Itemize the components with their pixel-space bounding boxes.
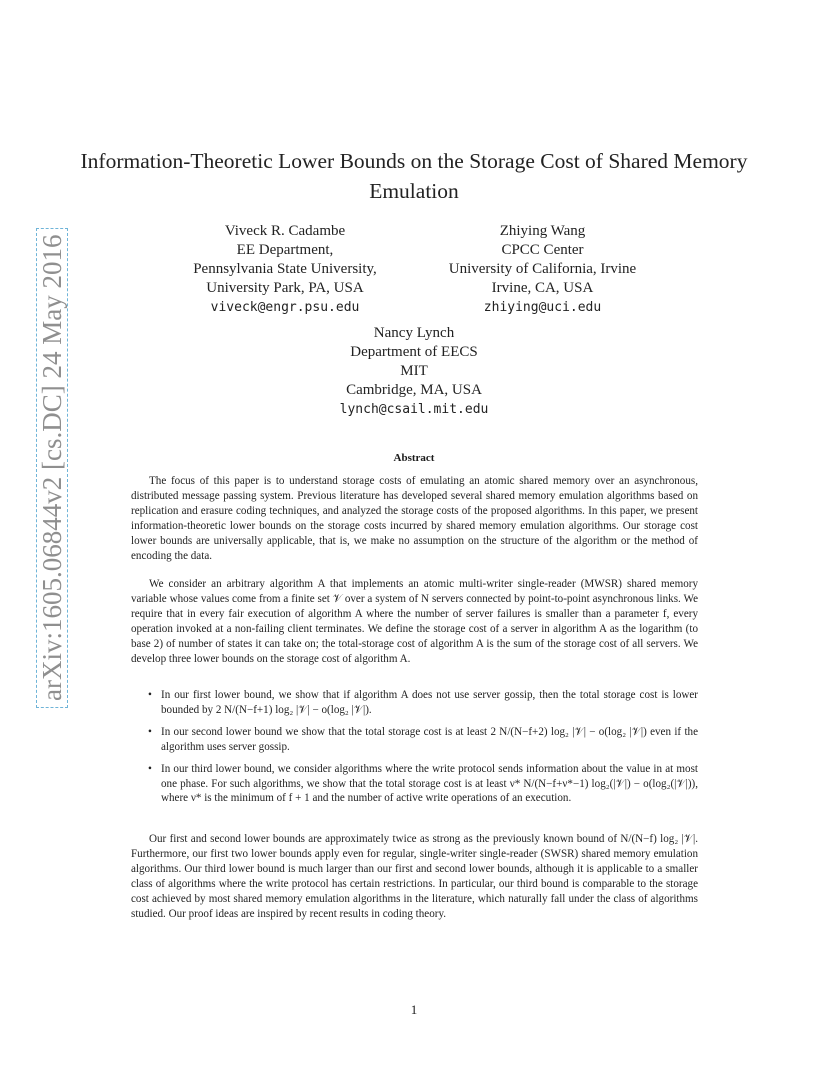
author-affiliation: Pennsylvania State University, (193, 261, 377, 277)
author-affiliation: MIT (400, 363, 428, 379)
paper-title: Information-Theoretic Lower Bounds on the Storage Cost of Shared Memory Emulation (80, 149, 748, 203)
author-email: zhiying@uci.edu (483, 300, 602, 315)
list-item: • In our first lower bound, we show that if algorithm A does not use server gossip, then the total storage cost is lower bounded by 2 N/(N−f+1) log₂ |𝒱| − o(log₂ |𝒱|). (148, 688, 698, 718)
author-affiliation: Cambridge, MA, USA (346, 382, 482, 398)
arxiv-stamp-text: arXiv:1605.06844v2 [cs.DC] 24 May 2016 (36, 228, 68, 708)
list-item: • In our third lower bound, we consider algorithms where the write protocol sends information about the value in at most one phase. For such algorithms, we show that the total storage cost is at least ν* N/(N−f+ν*−1) log₂(|𝒱|) − o(log₂(|𝒱|)), where ν* is the minimum of f + 1 and the number of active write operations of an execution. (148, 762, 698, 807)
author-name: Zhiying Wang (499, 223, 586, 239)
author-block-3 (290, 324, 538, 419)
author-name: Nancy Lynch (373, 325, 455, 341)
author-affiliation: Irvine, CA, USA (491, 280, 594, 296)
abstract-paragraph: The focus of this paper is to understand storage costs of emulating an atomic shared memory over an asynchronous, distributed message passing system. Previous literature has developed several shared memory emulation algorithms based on replication and erasure coding techniques, and analyzed the storage costs of the proposed algorithms. In this paper, we present information-theoretic lower bounds on the storage costs incurred by shared memory emulation algorithms. Our storage cost lower bounds are universally applicable, that is, we make no assumption on the structure of the algorithm or the method of encoding the data. (131, 475, 698, 562)
author-email: lynch@csail.mit.edu (339, 402, 489, 417)
author-email: viveck@engr.psu.edu (210, 300, 360, 315)
closing-paragraph: Our first and second lower bounds are approximately twice as strong as the previously known bound of N/(N−f) log₂ |𝒱|. Furthermore, our first two lower bounds apply even for regular, single-writer single-reader (SWSR) shared memory emulation algorithms. Our third lower bound is much larger than our first and second lower bounds, although it is applicable to a smaller class of algorithms where the write protocol has certain restrictions. In particular, our third bound is comparable to the storage cost achieved by most shared memory emulation algorithms in the literature, which naturally fall under the class of algorithms studied. Our proof ideas are inspired by recent results in coding theory. (131, 833, 698, 920)
author-affiliation: Department of EECS (350, 344, 478, 360)
author-name: Viveck R. Cadambe (224, 223, 346, 239)
abstract-paragraph: We consider an arbitrary algorithm A that implements an atomic multi-writer single-reader (MWSR) shared memory variable whose values come from a finite set 𝒱 over a system of N servers connected by point-to-point asynchronous links. We require that in every fair execution of algorithm A where the number of server failures is smaller than a parameter f, every operation invoked at a non-failing client terminates. We define the storage cost of a server in algorithm A as the logarithm (to base 2) of number of states it can take on; the total-storage cost of algorithm A is the sum of the storage cost of all servers. We develop three lower bounds on the storage cost of algorithm A. (131, 578, 698, 665)
author-affiliation: CPCC Center (501, 242, 584, 258)
author-block-2 (425, 222, 660, 317)
author-affiliation: University of California, Irvine (448, 261, 637, 277)
list-item: • In our second lower bound we show that the total storage cost is at least 2 N/(N−f+2) log₂ |𝒱| − o(log₂ |𝒱|) even if the algorithm uses server gossip. (148, 725, 698, 755)
page-number: 1 (410, 1002, 418, 1017)
author-affiliation: University Park, PA, USA (206, 280, 364, 296)
lower-bounds-list (148, 688, 698, 813)
author-block-1 (170, 222, 400, 317)
author-affiliation: EE Department, (236, 242, 334, 258)
abstract-heading: Abstract (393, 452, 435, 464)
